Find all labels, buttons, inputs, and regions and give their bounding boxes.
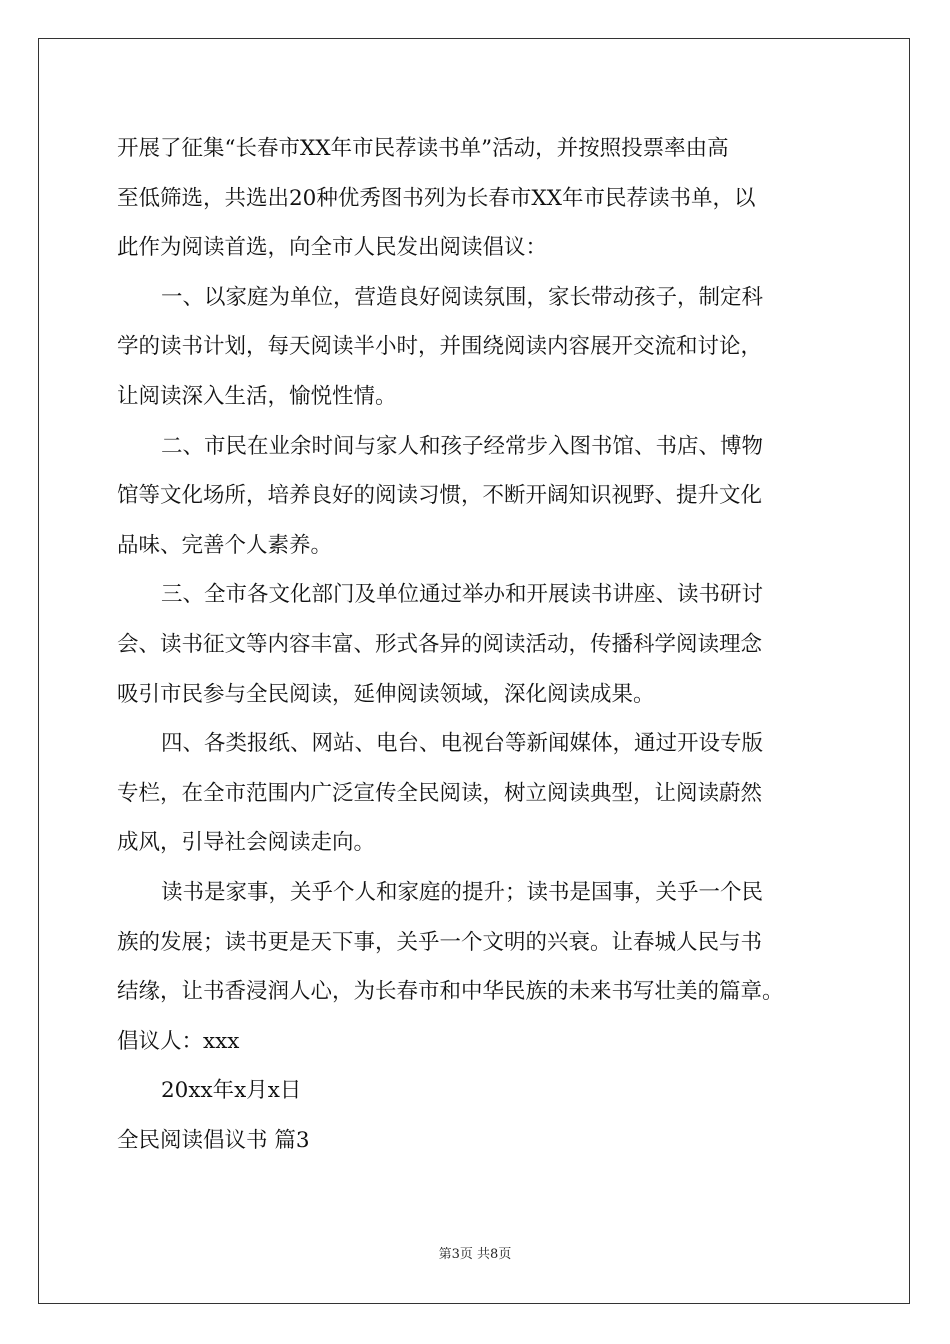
paragraph-line: 二、市民在业余时间与家人和孩子经常步入图书馆、书店、博物	[161, 433, 764, 459]
paragraph-line: 族的发展；读书更是天下事，关乎一个文明的兴衰。让春城人民与书	[117, 929, 763, 955]
paragraph-line: 让阅读深入生活，愉悦性情。	[117, 383, 397, 409]
document-body	[117, 124, 837, 1165]
proposer-line: 倡议人：xxx	[117, 1028, 240, 1054]
paragraph-line: 馆等文化场所，培养良好的阅读习惯，不断开阔知识视野、提升文化	[117, 483, 763, 509]
paragraph-line: 开展了征集“长春市XX年市民荐读书单”活动，并按照投票率由高	[117, 136, 729, 161]
page-number: 第3页 共8页	[438, 1247, 512, 1262]
paragraph-line: 四、各类报纸、网站、电台、电视台等新闻媒体，通过开设专版	[161, 731, 764, 757]
paragraph-line: 此作为阅读首选，向全市人民发出阅读倡议：	[117, 235, 548, 261]
paragraph-line: 学的读书计划，每天阅读半小时，并围绕阅读内容展开交流和讨论，	[117, 334, 763, 360]
paragraph-line: 成风，引导社会阅读走向。	[117, 830, 376, 856]
paragraph-line: 至低筛选，共选出20种优秀图书列为长春市XX年市民荐读书单，以	[117, 185, 756, 211]
paragraph-line: 吸引市民参与全民阅读，延伸阅读领域，深化阅读成果。	[117, 681, 655, 707]
paragraph-line: 三、全市各文化部门及单位通过举办和开展读书讲座、读书研讨	[161, 582, 764, 608]
paragraph-line: 品味、完善个人素养。	[117, 532, 333, 558]
section-heading: 全民阅读倡议书 篇3	[117, 1127, 310, 1153]
paragraph-line: 一、以家庭为单位，营造良好阅读氛围，家长带动孩子，制定科	[161, 284, 764, 310]
paragraph-line: 结缘，让书香浸润人心，为长春市和中华民族的未来书写壮美的篇章。	[117, 979, 784, 1005]
paragraph-line: 读书是家事，关乎个人和家庭的提升；读书是国事，关乎一个民	[161, 879, 764, 905]
date-line: 20xx年x月x日	[161, 1078, 302, 1104]
paragraph-line: 专栏，在全市范围内广泛宣传全民阅读，树立阅读典型，让阅读蔚然	[117, 780, 763, 806]
paragraph-line: 会、读书征文等内容丰富、形式各异的阅读活动，传播科学阅读理念	[117, 631, 763, 657]
